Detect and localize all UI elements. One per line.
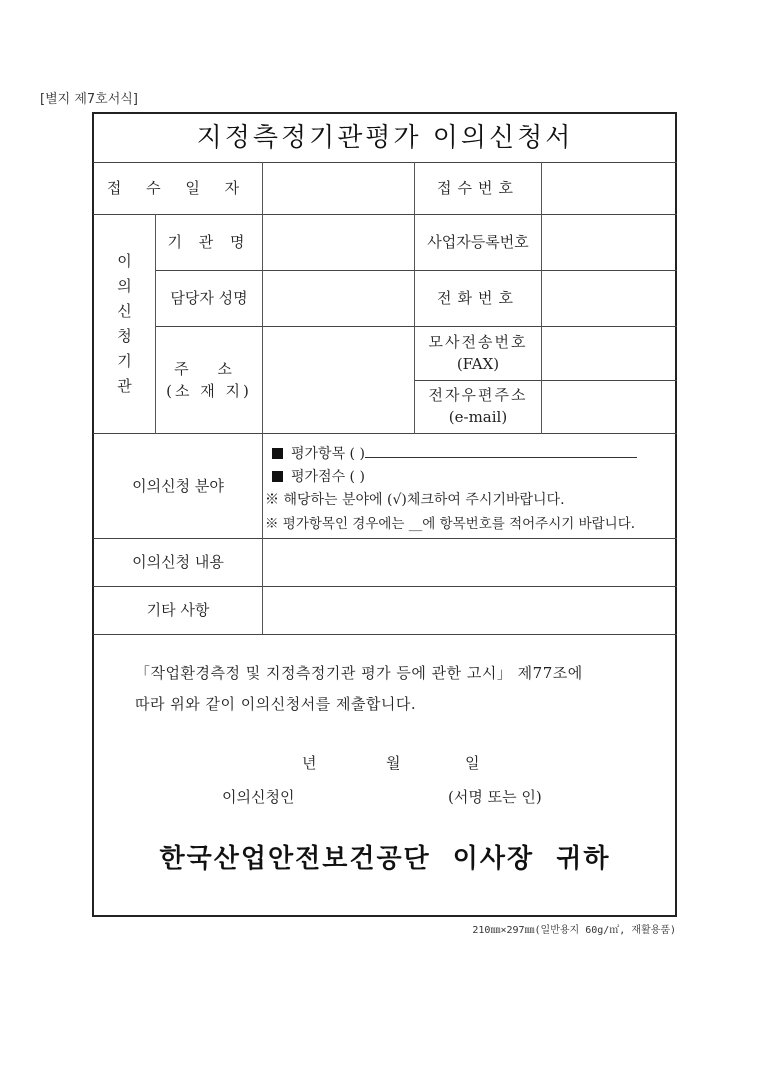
addressee xyxy=(0,838,770,875)
address-label xyxy=(156,327,262,433)
other-matters-label: 기타 사항 xyxy=(146,601,210,620)
signature-hint: (서명 또는 인) xyxy=(448,788,542,806)
receipt-number-label: 접수번호 xyxy=(437,179,519,198)
objection-content-label: 이의신청 내용 xyxy=(132,553,224,572)
org-name-field[interactable] xyxy=(263,215,414,270)
declaration-line1: 「작업환경측정 및 지정측정기관 평가 등에 관한 고시」 제77조에 xyxy=(135,664,583,682)
email-label xyxy=(415,381,541,433)
divider xyxy=(93,634,677,635)
phone-field[interactable] xyxy=(542,271,676,326)
option-label: 평가항목 ( ) xyxy=(291,446,365,462)
note-check: ※ 해당하는 분야에 (√)체크하여 주시기바랍니다. xyxy=(265,492,565,508)
objection-content-field[interactable] xyxy=(263,539,676,586)
applicant-signer-field[interactable] xyxy=(326,784,436,804)
receipt-number-field[interactable] xyxy=(542,163,676,214)
form-title: 지정측정기관평가 이의신청서 xyxy=(196,122,574,153)
fax-label xyxy=(415,327,541,380)
applicant-label-char: 신 xyxy=(117,302,132,320)
objection-field-label: 이의신청 분야 xyxy=(132,476,224,495)
phone-label: 전화번호 xyxy=(437,289,519,308)
month-label: 월 xyxy=(386,754,401,772)
email-label-line2: (e-mail) xyxy=(448,408,508,426)
address-field[interactable] xyxy=(263,327,414,433)
email-label-line1: 전자우편주소 xyxy=(428,386,528,405)
applicant-label-char: 이 xyxy=(117,252,132,270)
other-matters-field[interactable] xyxy=(263,587,676,634)
fax-field[interactable] xyxy=(542,327,676,380)
applicant-label-char: 의 xyxy=(117,277,132,295)
org-name-label: 기 관 명 xyxy=(167,233,251,252)
year-label: 년 xyxy=(302,754,317,772)
receipt-date-label: 접 수 일 자 xyxy=(106,179,250,198)
addressee-text: 한국산업안전보건공단 이사장 귀하 xyxy=(159,844,611,874)
contact-name-field[interactable] xyxy=(263,271,414,326)
email-field[interactable] xyxy=(542,381,676,433)
paper-spec: 210㎜×297㎜(일반용지 60g/㎡, 재활용품) xyxy=(472,925,676,936)
biz-reg-field[interactable] xyxy=(542,215,676,270)
applicant-label-char: 청 xyxy=(117,327,132,345)
option-evaluation-score[interactable] xyxy=(272,466,365,486)
contact-name-label: 담당자 성명 xyxy=(170,289,248,308)
fax-label-line2: (FAX) xyxy=(456,354,500,373)
address-label-line2: (소 재 지) xyxy=(166,382,252,400)
checkbox-square-icon[interactable] xyxy=(272,471,283,482)
applicant-label-char: 관 xyxy=(117,377,132,395)
fax-label-line1: 모사전송번호 xyxy=(428,332,528,351)
applicant-signer-label: 이의신청인 xyxy=(222,788,295,806)
biz-reg-label: 사업자등록번호 xyxy=(427,233,529,252)
day-label: 일 xyxy=(465,754,480,772)
address-label-line1: 주 소 xyxy=(174,359,244,378)
form-number-label: [별지 제7호서식] xyxy=(40,92,138,107)
receipt-date-field[interactable] xyxy=(263,163,414,214)
declaration-line2: 따라 위와 같이 이의신청서를 제출합니다. xyxy=(135,695,417,713)
checkbox-square-icon[interactable] xyxy=(272,448,283,459)
note-item-number: ※ 평가항목인 경우에는 __에 항목번호를 적어주시기 바랍니다. xyxy=(265,516,636,532)
item-number-blank[interactable] xyxy=(365,445,637,458)
applicant-label-char: 기 xyxy=(117,352,132,370)
option-evaluation-item[interactable] xyxy=(272,443,637,463)
option-label: 평가점수 ( ) xyxy=(291,469,365,485)
applicant-section-label xyxy=(94,215,155,433)
